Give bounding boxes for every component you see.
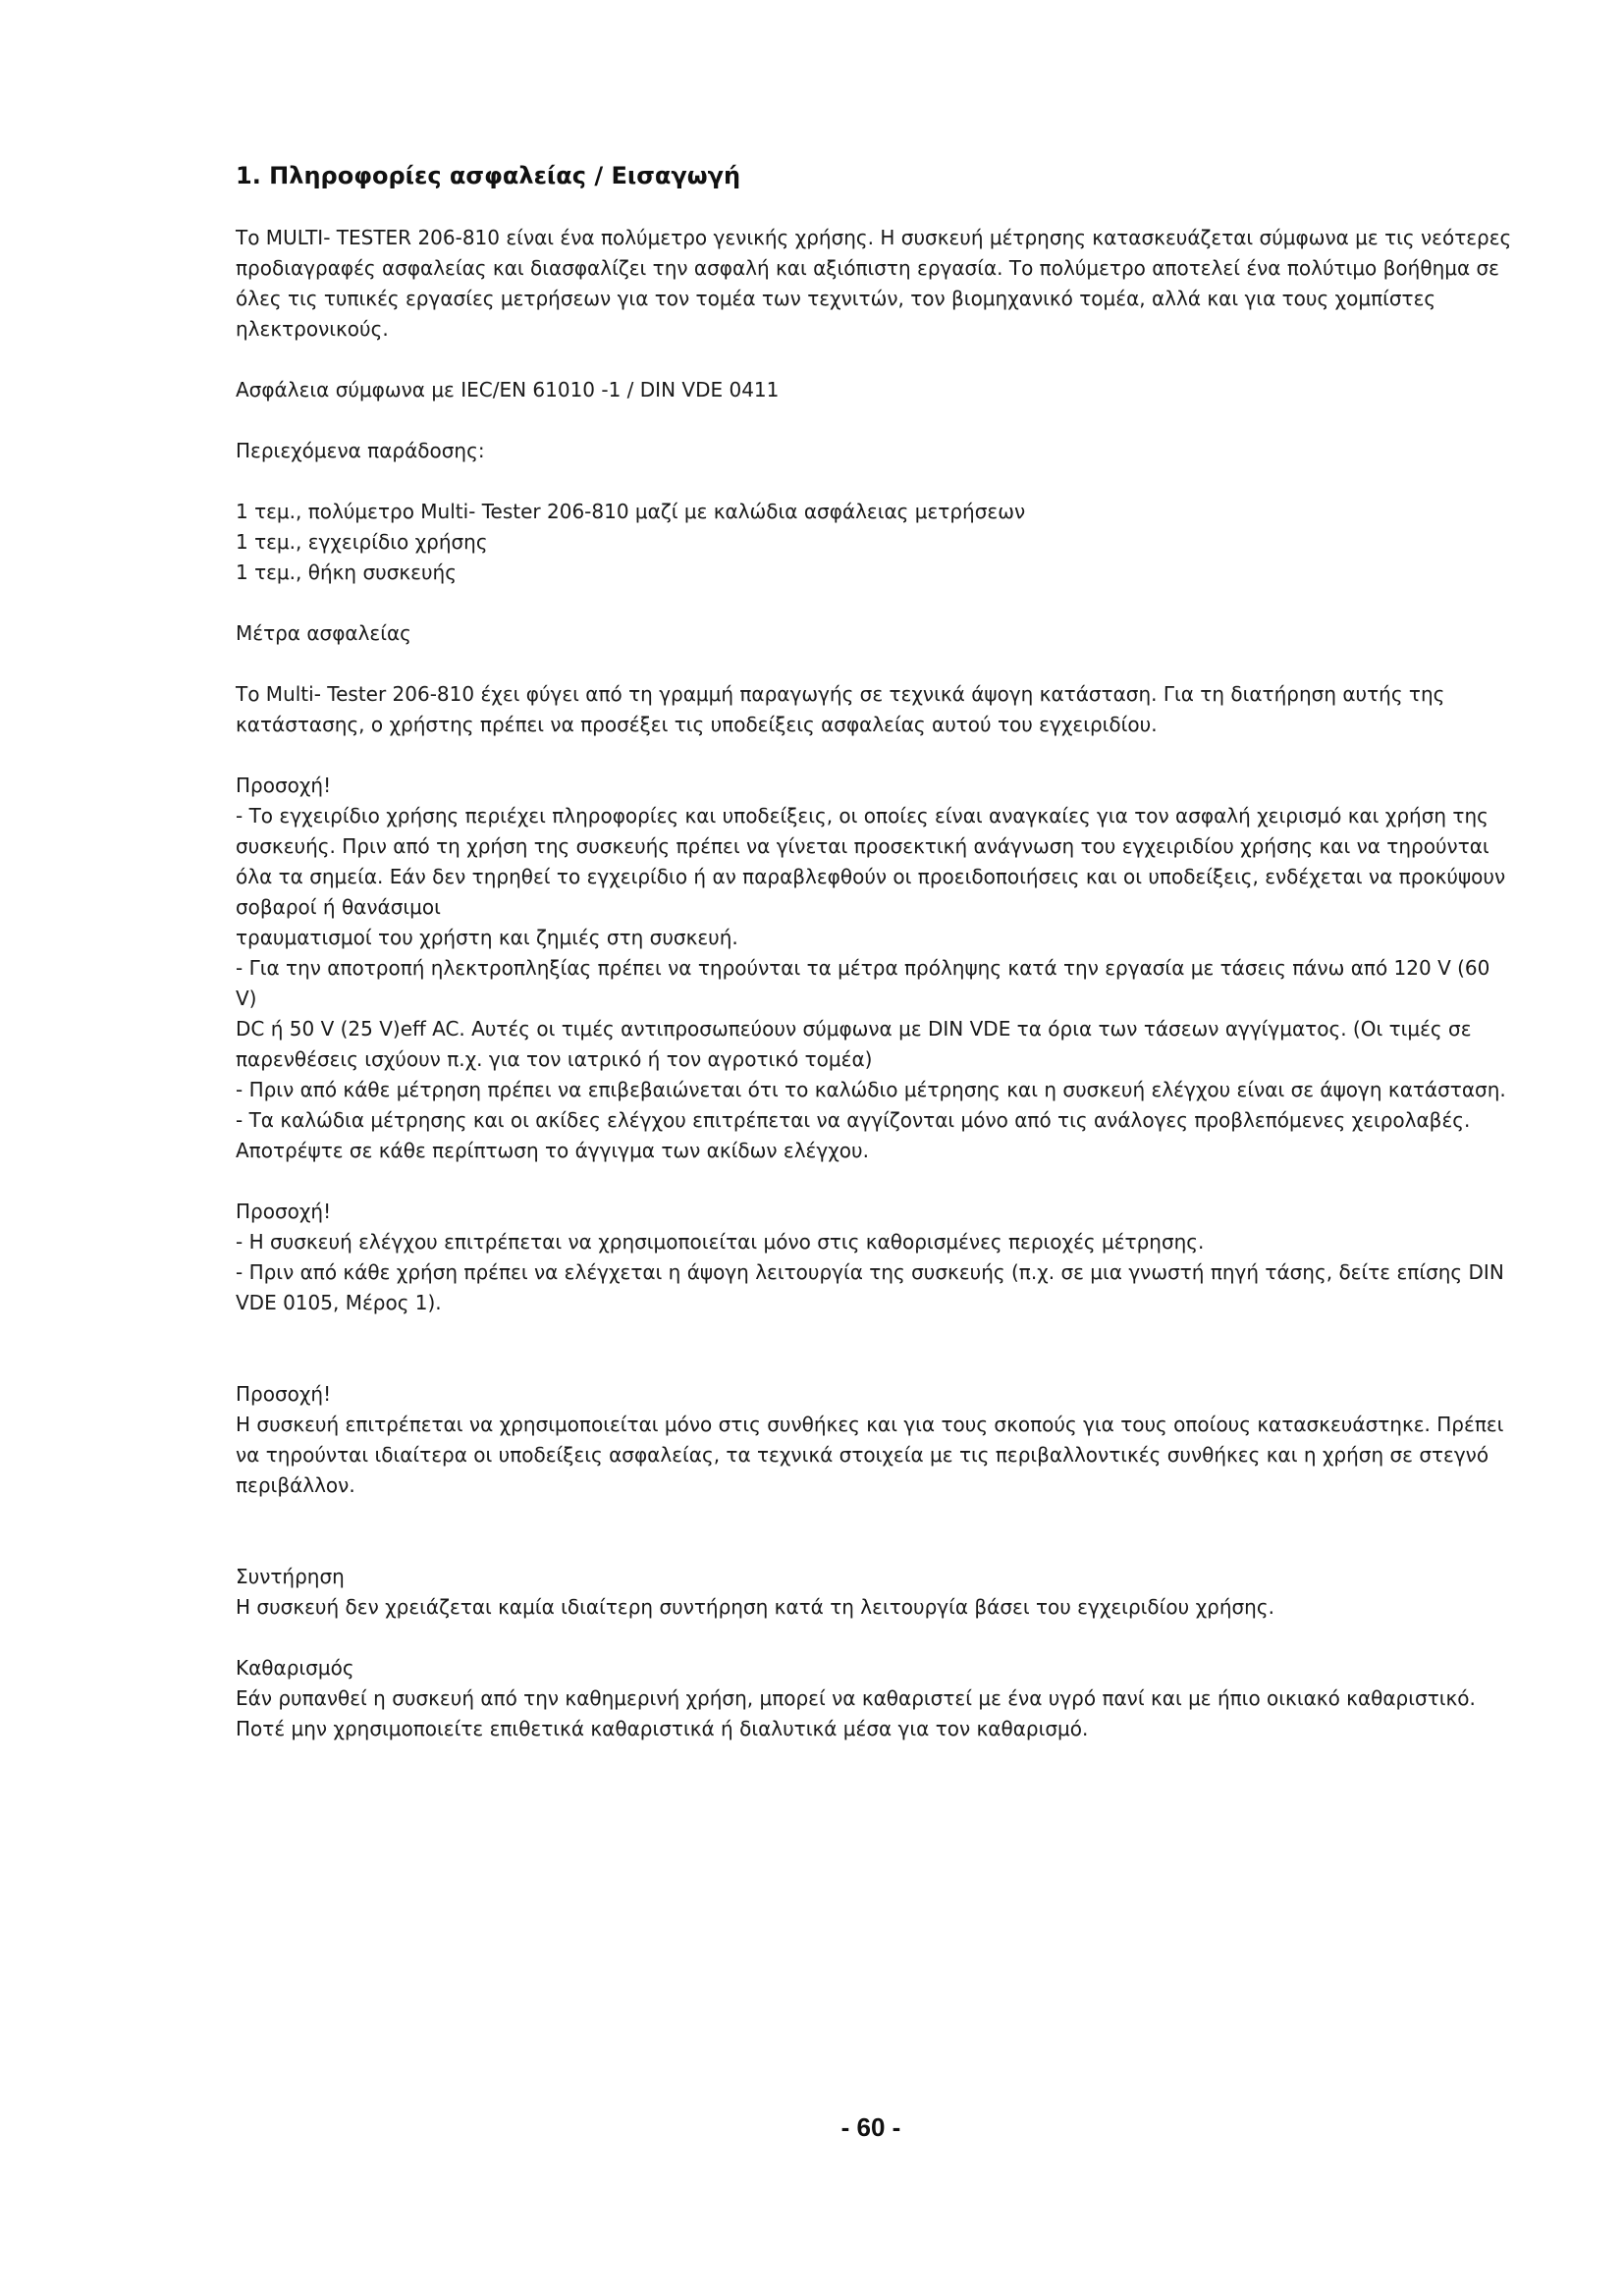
delivery-heading: Περιεχόμενα παράδοσης: — [236, 439, 485, 462]
maintenance-block: Συντήρηση Η συσκευή δεν χρειάζεται καμία ιδιαίτερη συντήρηση κατά τη λειτουργία βάσει του εγχειριδίου χρήσης. — [236, 1565, 1274, 1619]
page-number: - 60 - — [840, 2112, 901, 2142]
document-page — [236, 162, 1512, 1744]
standard-line: Ασφάλεια σύμφωνα με IEC/EN 61010 -1 / DIN VDE 0411 — [236, 378, 780, 401]
list-item: 1 τεμ., θήκη συσκευής — [236, 561, 457, 584]
caution-block-2: Προσοχή! - Η συσκευή ελέγχου επιτρέπεται να χρησιμοποιείται μόνο στις καθορισμένες περιοχές μέτρησης. - Πριν από κάθε χρήση πρέπει να ελέγχεται η άψογη λειτουργία της συσκευής (π.χ. σε μια γνωστή πηγή τάσης, δείτε επίσης DIN VDE 0105, Μέρος 1). — [236, 1200, 1504, 1314]
measures-heading: Μέτρα ασφαλείας — [236, 621, 411, 645]
list-item: 1 τεμ., εγχειρίδιο χρήσης — [236, 530, 488, 554]
caution-block-3: Προσοχή! Η συσκευή επιτρέπεται να χρησιμοποιείται μόνο στις συνθήκες και για τους σκοπούς για τους οποίους κατασκευάστηκε. Πρέπει να τηρούνται ιδιαίτερα οι υποδείξεις ασφαλείας, τα τεχνικά στοιχεία με τις περιβαλλοντικές συνθήκες και η χρήση σε στεγνό περιβάλλον. — [236, 1382, 1504, 1497]
delivery-list — [236, 497, 1512, 588]
intro-paragraph: Το MULTI- TESTER 206-810 είναι ένα πολύμετρο γενικής χρήσης. Η συσκευή μέτρησης κατασκευάζεται σύμφωνα με τις νεότερες προδιαγραφές ασφαλείας και διασφαλίζει την ασφαλή και αξιόπιστη εργασία. Το πολύμετρο αποτελεί ένα πολύτιμο βοήθημα σε όλες τις τυπικές εργασίες μετρήσεων για τον τομέα των τεχνιτών, τον βιομηχανικό τομέα, αλλά και για τους χομπίστες ηλεκτρονικούς. — [236, 226, 1512, 341]
measures-paragraph: Το Multi- Tester 206-810 έχει φύγει από τη γραμμή παραγωγής σε τεχνικά άψογη κατάσταση. Για τη διατήρηση αυτής της κατάστασης, ο χρήστης πρέπει να προσέξει τις υποδείξεις ασφαλείας αυτού του εγχειριδίου. — [236, 682, 1445, 736]
list-item: 1 τεμ., πολύμετρο Multi- Tester 206-810 μαζί με καλώδια ασφάλειας μετρήσεων — [236, 500, 1026, 523]
section-title: 1. Πληροφορίες ασφαλείας / Εισαγωγή — [236, 162, 741, 189]
caution-block-1: Προσοχή! - Το εγχειρίδιο χρήσης περιέχει πληροφορίες και υποδείξεις, οι οποίες είναι αναγκαίες για τον ασφαλή χειρισμό και χρήση της συσκευής. Πριν από τη χρήση της συσκευής πρέπει να γίνεται προσεκτική ανάγνωση του εγχειριδίου χρήσης και να τηρούνται όλα τα σημεία. Εάν δεν τηρηθεί το εγχειρίδιο ή αν παραβλεφθούν οι προειδοποιήσεις και οι υποδείξεις, ενδέχεται να προκύψουν σοβαροί ή θανάσιμοι τραυματισμοί του χρήστη και ζημιές στη συσκευή. - Για την αποτροπή ηλεκτροπληξίας πρέπει να τηρούνται τα μέτρα πρόληψης κατά την εργασία με τάσεις πάνω από 120 V (60 V) DC ή 50 V (25 V)eff AC. Αυτές οι τιμές αντιπροσωπεύουν σύμφωνα με DIN VDE τα όρια των τάσεων αγγίγματος. (Οι τιμές σε παρενθέσεις ισχύουν π.χ. για τον ιατρικό ή τον αγροτικό τομέα) - Πριν από κάθε μέτρηση πρέπει να επιβεβαιώνεται ότι το καλώδιο μέτρησης και η συσκευή ελέγχου είναι σε άψογη κατάσταση. - Τα καλώδια μέτρησης και οι ακίδες ελέγχου επιτρέπεται να αγγίζονται μόνο από τις ανάλογες προβλεπόμενες χειρολαβές. Αποτρέψτε σε κάθε περίπτωση το άγγιγμα των ακίδων ελέγχου. — [236, 774, 1506, 1162]
cleaning-block: Καθαρισμός Εάν ρυπανθεί η συσκευή από την καθημερινή χρήση, μπορεί να καθαριστεί με ένα υγρό πανί και με ήπιο οικιακό καθαριστικό. Ποτέ μην χρησιμοποιείτε επιθετικά καθαριστικά ή διαλυτικά μέσα για τον καθαρισμό. — [236, 1656, 1476, 1740]
